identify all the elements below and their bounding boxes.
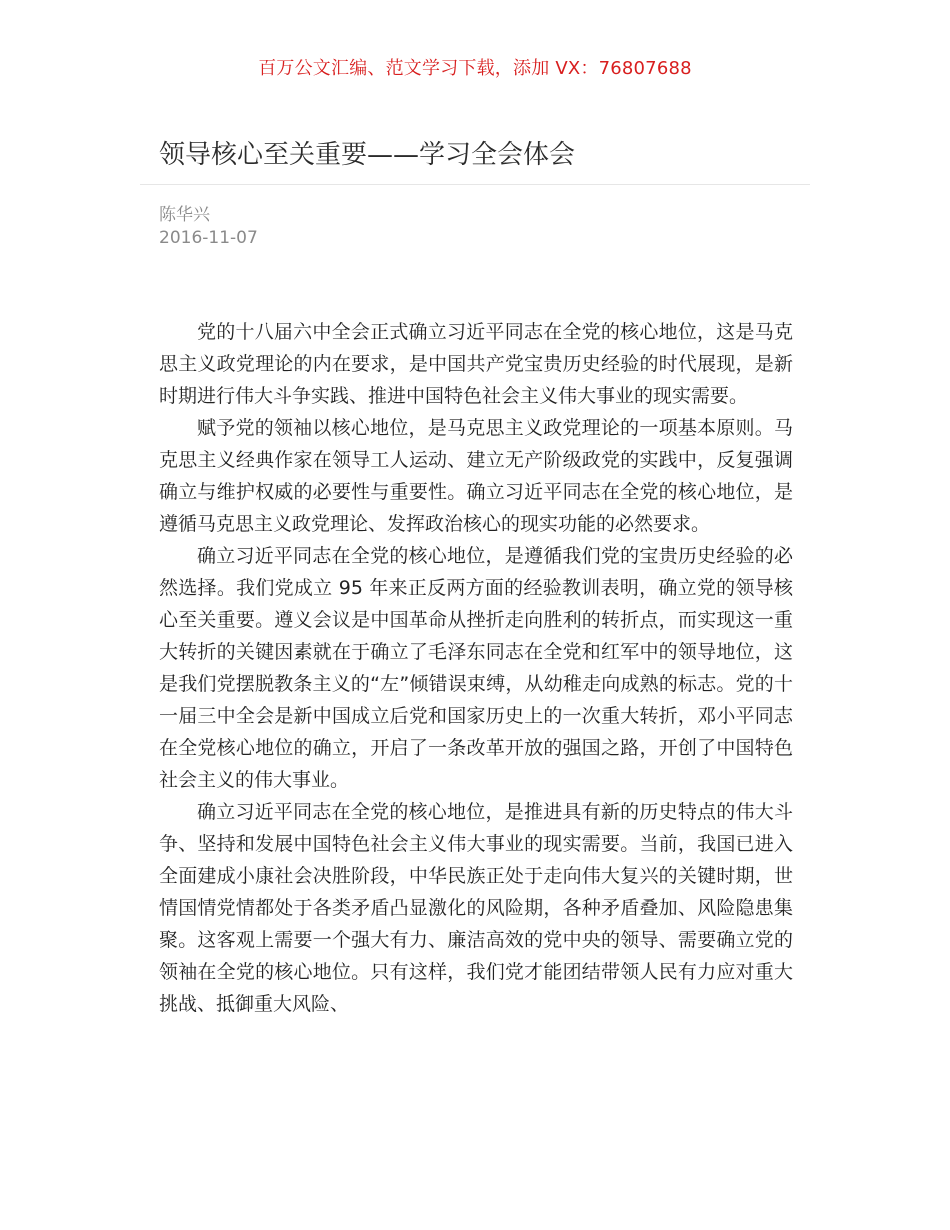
paragraph: 确立习近平同志在全党的核心地位，是推进具有新的历史特点的伟大斗争、坚持和发展中国特色社会主义伟大事业的现实需要。当前，我国已进入全面建成小康社会决胜阶段，中华民族正处于走向伟大复兴的关键时期，世情国情党情都处于各类矛盾凸显激化的风险期，各种矛盾叠加、风险隐患集聚。这客观上需要一个强大有力、廉洁高效的党中央的领导、需要确立党的领袖在全党的核心地位。只有这样，我们党才能团结带领人民有力应对重大挑战、抵御重大风险、 — [159, 801, 793, 1015]
article-title: 领导核心至关重要——学习全会体会 — [159, 140, 576, 170]
article-author: 陈华兴 — [159, 205, 210, 225]
article-body — [159, 316, 793, 1020]
paragraph: 党的十八届六中全会正式确立习近平同志在全党的核心地位，这是马克思主义政党理论的内在要求，是中国共产党宝贵历史经验的时代展现，是新时期进行伟大斗争实践、推进中国特色社会主义伟大事业的现实需要。 — [159, 321, 793, 407]
paragraph: 赋予党的领袖以核心地位，是马克思主义政党理论的一项基本原则。马克思主义经典作家在领导工人运动、建立无产阶级政党的实践中，反复强调确立与维护权威的必要性与重要性。确立习近平同志在全党的核心地位，是遵循马克思主义政党理论、发挥政治核心的现实功能的必然要求。 — [159, 417, 793, 535]
title-divider — [140, 184, 810, 185]
article-date: 2016-11-07 — [159, 228, 258, 248]
promo-banner: 百万公文汇编、范文学习下载，添加 VX：76807688 — [258, 58, 692, 79]
paragraph: 确立习近平同志在全党的核心地位，是遵循我们党的宝贵历史经验的必然选择。我们党成立 95 年来正反两方面的经验教训表明，确立党的领导核心至关重要。遵义会议是中国革命从挫折走向胜利的转折点，而实现这一重大转折的关键因素就在于确立了毛泽东同志在全党和红军中的领导地位，这是我们党摆脱教条主义的“左”倾错误束缚，从幼稚走向成熟的标志。党的十一届三中全会是新中国成立后党和国家历史上的一次重大转折，邓小平同志在全党核心地位的确立，开启了一条改革开放的强国之路，开创了中国特色社会主义的伟大事业。 — [159, 545, 793, 791]
